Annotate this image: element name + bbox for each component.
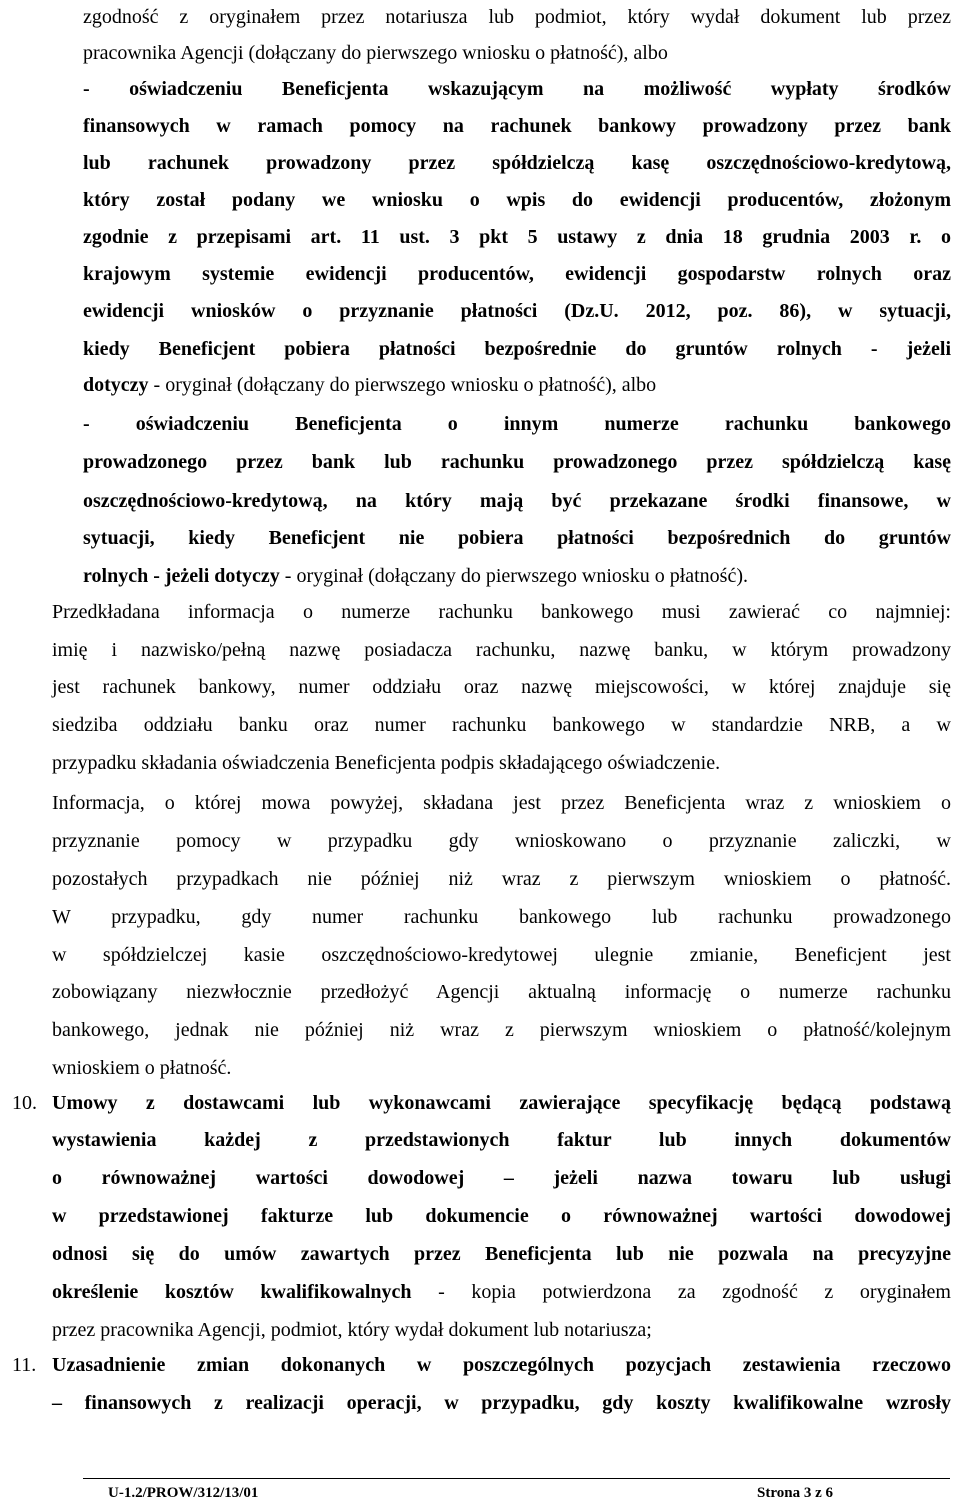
bold-text: - oświadczeniu Beneficjenta o innym numerze rachunku bankowego xyxy=(83,413,951,435)
regular-text: - kopia potwierdzona za zgodność z oryginałem xyxy=(411,1281,951,1303)
regular-text: zobowiązany niezwłocznie przedłożyć Agencji aktualną informację o numerze rachunku xyxy=(52,981,951,1003)
bold-text: Uzasadnienie zmian dokonanych w poszczególnych pozycjach zestawienia rzeczowo xyxy=(52,1354,951,1376)
text-line xyxy=(52,1390,951,1416)
text-line xyxy=(83,187,951,213)
bold-text: prowadzonego przez bank lub rachunku prowadzonego przez spółdzielczą kasę xyxy=(83,451,951,473)
bold-text: lub rachunek prowadzony przez spółdzielczą kasę oszczędnościowo-kredytową, xyxy=(83,152,951,174)
text-line xyxy=(83,113,951,139)
text-line xyxy=(52,942,951,968)
text-line xyxy=(52,1352,951,1378)
footer-divider xyxy=(83,1478,950,1479)
text-line xyxy=(52,866,951,892)
text-line xyxy=(83,76,951,102)
text-line xyxy=(52,790,951,816)
text-line xyxy=(83,372,656,398)
bold-text: sytuacji, kiedy Beneficjent nie pobiera płatności bezpośrednich do gruntów xyxy=(83,527,951,549)
regular-text: przez pracownika Agencji, podmiot, który wydał dokument lub notariusza; xyxy=(52,1319,652,1341)
text-line xyxy=(52,599,951,625)
bold-text: który został podany we wniosku o wpis do ewidencji producentów, złożonym xyxy=(83,189,951,211)
bold-text: odnosi się do umów zawartych przez Beneficjenta lub nie pozwala na precyzyjne xyxy=(52,1243,951,1265)
text-line xyxy=(83,224,951,250)
text-line xyxy=(83,298,951,324)
regular-text: bankowego, jednak nie później niż wraz z pierwszym wnioskiem o płatność/kolejnym xyxy=(52,1019,951,1041)
text-line xyxy=(52,637,951,663)
bold-text: rolnych - jeżeli dotyczy xyxy=(83,565,280,587)
regular-text: Informacja, o której mowa powyżej, składana jest przez Beneficjenta wraz z wnioskiem o xyxy=(52,792,951,814)
bold-text: ewidencji wniosków o przyznanie płatności (Dz.U. 2012, poz. 86), w sytuacji, xyxy=(83,300,951,322)
bold-text: – finansowych z realizacji operacji, w przypadku, gdy koszty kwalifikowalne wzrosły xyxy=(52,1392,951,1414)
regular-text: Przedkładana informacja o numerze rachunku bankowego musi zawierać co najmniej: xyxy=(52,601,951,623)
text-line xyxy=(83,261,951,287)
bold-text: finansowych w ramach pomocy na rachunek bankowy prowadzony przez bank xyxy=(83,115,951,137)
bold-text: oszczędnościowo-kredytową, na który mają być przekazane środki finansowe, w xyxy=(83,490,951,512)
text-line xyxy=(83,4,951,30)
text-line xyxy=(83,336,951,362)
bold-text: w przedstawionej fakturze lub dokumencie o równoważnej wartości dowodowej xyxy=(52,1205,951,1227)
regular-text: przypadku składania oświadczenia Beneficjenta podpis składającego oświadczenie. xyxy=(52,752,721,774)
text-line xyxy=(52,1241,951,1267)
bold-text: zgodnie z przepisami art. 11 ust. 3 pkt 5 ustawy z dnia 18 grudnia 2003 r. o xyxy=(83,226,951,248)
text-line xyxy=(52,712,951,738)
text-line xyxy=(83,525,951,551)
list-number-10: 10. xyxy=(12,1092,37,1114)
text-line xyxy=(52,750,720,776)
regular-text: imię i nazwisko/pełną nazwę posiadacza rachunku, nazwę banku, w którym prowadzony xyxy=(52,639,951,661)
text-line xyxy=(83,411,951,437)
text-line xyxy=(83,150,951,176)
text-line xyxy=(52,1017,951,1043)
text-line xyxy=(52,979,951,1005)
regular-text: - oryginał (dołączany do pierwszego wniosku o płatność), albo xyxy=(148,374,657,396)
footer-doc-id: U-1.2/PROW/312/13/01 xyxy=(108,1485,259,1501)
bold-text: określenie kosztów kwalifikowalnych xyxy=(52,1281,412,1303)
text-line xyxy=(52,1090,951,1116)
bold-text: dotyczy xyxy=(83,374,149,396)
footer-page-number: Strona 3 z 6 xyxy=(757,1485,833,1501)
regular-text: W przypadku, gdy numer rachunku bankowego lub rachunku prowadzonego xyxy=(52,906,951,928)
bold-text: - oświadczeniu Beneficjenta wskazującym na możliwość wypłaty środków xyxy=(83,78,951,100)
regular-text: jest rachunek bankowy, numer oddziału oraz nazwę miejscowości, w której znajduje się xyxy=(52,676,951,698)
bold-text: kiedy Beneficjent pobiera płatności bezpośrednie do gruntów rolnych - jeżeli xyxy=(83,338,951,360)
text-line xyxy=(52,1165,951,1191)
text-line xyxy=(83,449,951,475)
regular-text: pracownika Agencji (dołączany do pierwszego wniosku o płatność), albo xyxy=(83,42,668,64)
text-line xyxy=(52,1127,951,1153)
regular-text: pozostałych przypadkach nie później niż wraz z pierwszym wnioskiem o płatność. xyxy=(52,868,951,890)
regular-text: zgodność z oryginałem przez notariusza lub podmiot, który wydał dokument lub przez xyxy=(83,6,951,28)
text-line xyxy=(52,1279,951,1305)
text-line xyxy=(52,904,951,930)
text-line xyxy=(83,488,951,514)
regular-text: siedziba oddziału banku oraz numer rachunku bankowego w standardzie NRB, a w xyxy=(52,714,951,736)
bold-text: o równoważnej wartości dowodowej – jeżeli nazwa towaru lub usługi xyxy=(52,1167,951,1189)
bold-text: Umowy z dostawcami lub wykonawcami zawierające specyfikację będącą podstawą xyxy=(52,1092,951,1114)
regular-text: w spółdzielczej kasie oszczędnościowo-kredytowej ulegnie zmianie, Beneficjent jest xyxy=(52,944,951,966)
text-line xyxy=(83,563,748,589)
text-line xyxy=(52,828,951,854)
text-line xyxy=(52,1055,231,1081)
regular-text: wnioskiem o płatność. xyxy=(52,1057,232,1079)
regular-text: przyznanie pomocy w przypadku gdy wnioskowano o przyznanie zaliczki, w xyxy=(52,830,951,852)
bold-text: krajowym systemie ewidencji producentów, ewidencji gospodarstw rolnych oraz xyxy=(83,263,951,285)
text-line xyxy=(52,674,951,700)
bold-text: wystawienia każdej z przedstawionych faktur lub innych dokumentów xyxy=(52,1129,951,1151)
list-number-11: 11. xyxy=(12,1354,37,1376)
regular-text: - oryginał (dołączany do pierwszego wniosku o płatność). xyxy=(279,565,748,587)
text-line xyxy=(52,1203,951,1229)
text-line xyxy=(83,40,668,66)
text-line xyxy=(52,1317,652,1343)
